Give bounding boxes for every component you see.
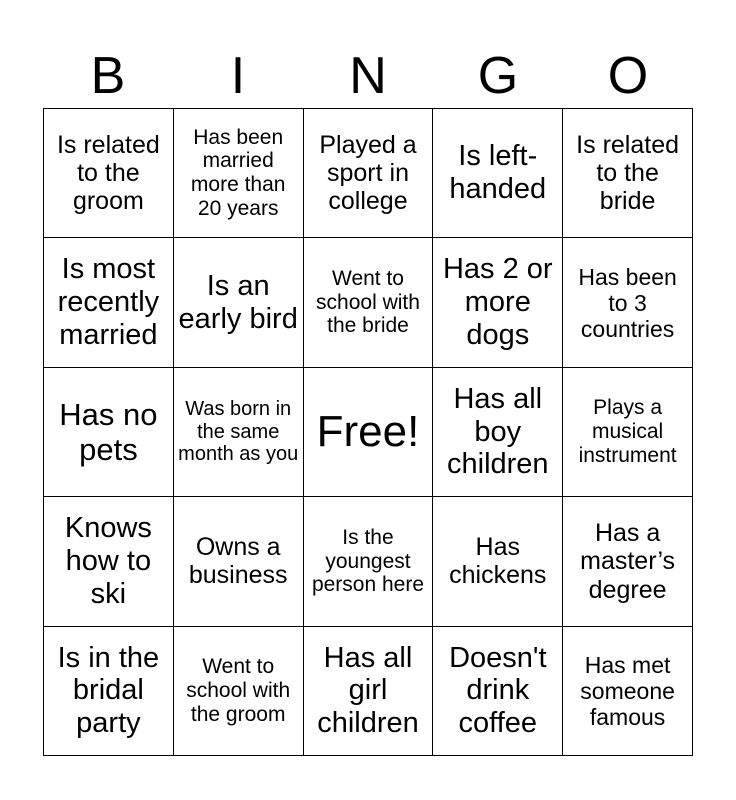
header-letter-n: N [349, 47, 387, 105]
bingo-free-space[interactable]: Free! [304, 368, 434, 497]
header-letter-i: I [230, 47, 246, 105]
bingo-cell[interactable]: Has chickens [433, 497, 563, 626]
bingo-cell[interactable]: Has a master’s degree [563, 497, 693, 626]
bingo-cell[interactable]: Has been married more than 20 years [174, 109, 304, 238]
bingo-cell[interactable]: Has all boy children [433, 368, 563, 497]
bingo-cell[interactable]: Owns a business [174, 497, 304, 626]
header-letter-o: O [607, 47, 649, 105]
bingo-cell[interactable]: Has 2 or more dogs [433, 238, 563, 367]
bingo-cell[interactable]: Is in the bridal party [44, 627, 174, 756]
bingo-cell[interactable]: Has met someone famous [563, 627, 693, 756]
bingo-cell[interactable]: Is related to the bride [563, 109, 693, 238]
bingo-cell[interactable]: Plays a musical instrument [563, 368, 693, 497]
bingo-cell[interactable]: Has all girl children [304, 627, 434, 756]
bingo-header [43, 44, 693, 108]
header-letter-g: G [477, 47, 519, 105]
bingo-cell[interactable]: Doesn't drink coffee [433, 627, 563, 756]
bingo-cell[interactable]: Has been to 3 countries [563, 238, 693, 367]
bingo-cell[interactable]: Is an early bird [174, 238, 304, 367]
header-letter-b: B [90, 47, 126, 105]
bingo-cell[interactable]: Was born in the same month as you [174, 368, 304, 497]
bingo-cell[interactable]: Is the youngest person here [304, 497, 434, 626]
bingo-card-grid [43, 108, 693, 756]
bingo-cell[interactable]: Is left-handed [433, 109, 563, 238]
bingo-cell[interactable]: Played a sport in college [304, 109, 434, 238]
bingo-cell[interactable]: Is related to the groom [44, 109, 174, 238]
bingo-cell[interactable]: Knows how to ski [44, 497, 174, 626]
bingo-cell[interactable]: Went to school with the bride [304, 238, 434, 367]
bingo-cell[interactable]: Went to school with the groom [174, 627, 304, 756]
bingo-cell[interactable]: Is most recently married [44, 238, 174, 367]
bingo-cell[interactable]: Has no pets [44, 368, 174, 497]
